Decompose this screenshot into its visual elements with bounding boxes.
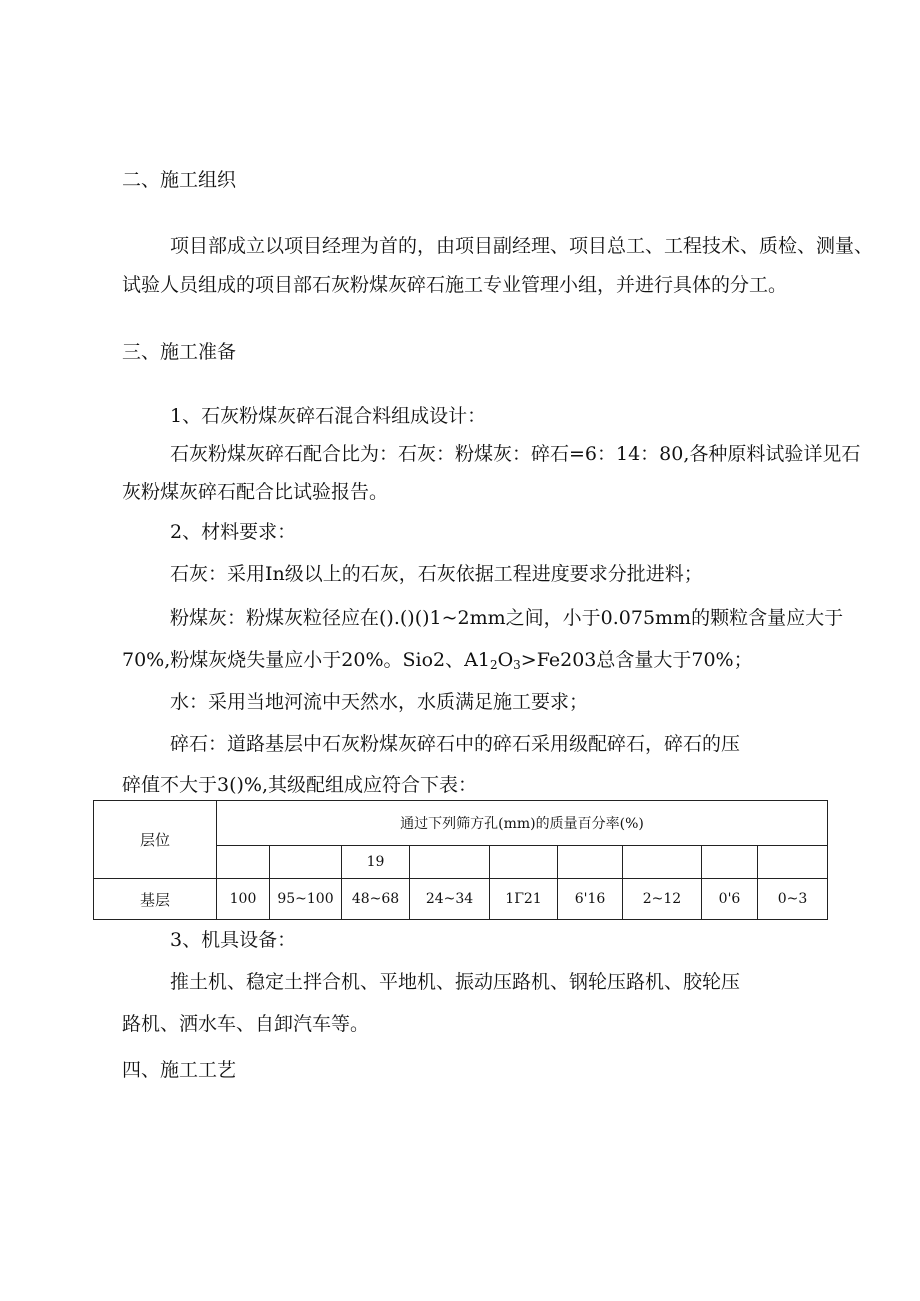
gradation-table: [93, 800, 828, 920]
sieve-size-cell: [217, 846, 270, 879]
flyash-line2-sub2: 3: [513, 658, 521, 672]
row-value-cell: 95~100: [270, 879, 342, 920]
flyash-line2: [122, 648, 753, 677]
row-value-cell: 24~34: [410, 879, 490, 920]
sieve-size-cell: [623, 846, 702, 879]
sieve-size-cell: 19: [342, 846, 410, 879]
section2-para-line1: 项目部成立以项目经理为首的，由项目副经理、项目总工、工程技术、质检、测量、: [170, 235, 874, 257]
row-value-cell: 0'6: [702, 879, 758, 920]
sieve-size-cell: [270, 846, 342, 879]
row-value-cell: 48~68: [342, 879, 410, 920]
gravel-line2: 碎值不大于3()%,其级配组成应符合下表：: [122, 774, 478, 796]
equipment-line1: 推土机、稳定土拌合机、平地机、振动压路机、钢轮压路机、胶轮压: [170, 971, 741, 993]
lime-requirement: 石灰：采用In级以上的石灰，石灰依据工程进度要求分批进料；: [170, 563, 703, 585]
item1-line2: 灰粉煤灰碎石配合比试验报告。: [122, 481, 389, 503]
gravel-line1: 碎石：道路基层中石灰粉煤灰碎石中的碎石采用级配碎石，碎石的压: [170, 733, 741, 755]
sieve-size-cell: [702, 846, 758, 879]
item2-title: 2、材料要求：: [170, 521, 297, 543]
sieve-size-cell: [490, 846, 558, 879]
water-requirement: 水：采用当地河流中天然水，水质满足施工要求；: [170, 691, 589, 713]
sieve-size-cell: [410, 846, 490, 879]
flyash-line2-b: O: [497, 649, 514, 671]
passing-header: 通过下列筛方孔(mm)的质量百分率(%): [217, 801, 828, 846]
row-label: 基层: [94, 879, 217, 920]
section2-para-line2: 试验人员组成的项目部石灰粉煤灰碎石施工专业管理小组，并进行具体的分工。: [122, 274, 788, 296]
section2-title: 二、施工组织: [122, 169, 237, 191]
item3-title: 3、机具设备：: [170, 929, 297, 951]
row-value-cell: 0~3: [758, 879, 828, 920]
layer-header: 层位: [94, 801, 217, 879]
item1-line1: 石灰粉煤灰碎石配合比为：石灰：粉煤灰：碎石=6：14：80,各种原料试验详见石: [170, 443, 861, 465]
item1-title: 1、石灰粉煤灰碎石混合料组成设计：: [170, 405, 487, 427]
sieve-size-cell: [558, 846, 623, 879]
section4-title: 四、施工工艺: [122, 1059, 237, 1081]
table-row: [94, 879, 828, 920]
row-value-cell: 6'16: [558, 879, 623, 920]
row-value-cell: 1Γ21: [490, 879, 558, 920]
flyash-line2-sub1: 2: [489, 658, 498, 672]
flyash-line1: 粉煤灰：粉煤灰粒径应在().()()1~2mm之间，小于0.075mm的颗粒含量应大于: [170, 607, 844, 629]
sieve-size-cell: [758, 846, 828, 879]
section3-title: 三、施工准备: [122, 341, 237, 363]
flyash-line2-c: >Fe203总含量大于70%；: [520, 649, 753, 671]
row-value-cell: 100: [217, 879, 270, 920]
flyash-line2-a: 70%,粉煤灰烧失量应小于20%。Sio2、A1: [122, 649, 490, 671]
row-value-cell: 2~12: [623, 879, 702, 920]
equipment-line2: 路机、洒水车、自卸汽车等。: [122, 1013, 370, 1035]
